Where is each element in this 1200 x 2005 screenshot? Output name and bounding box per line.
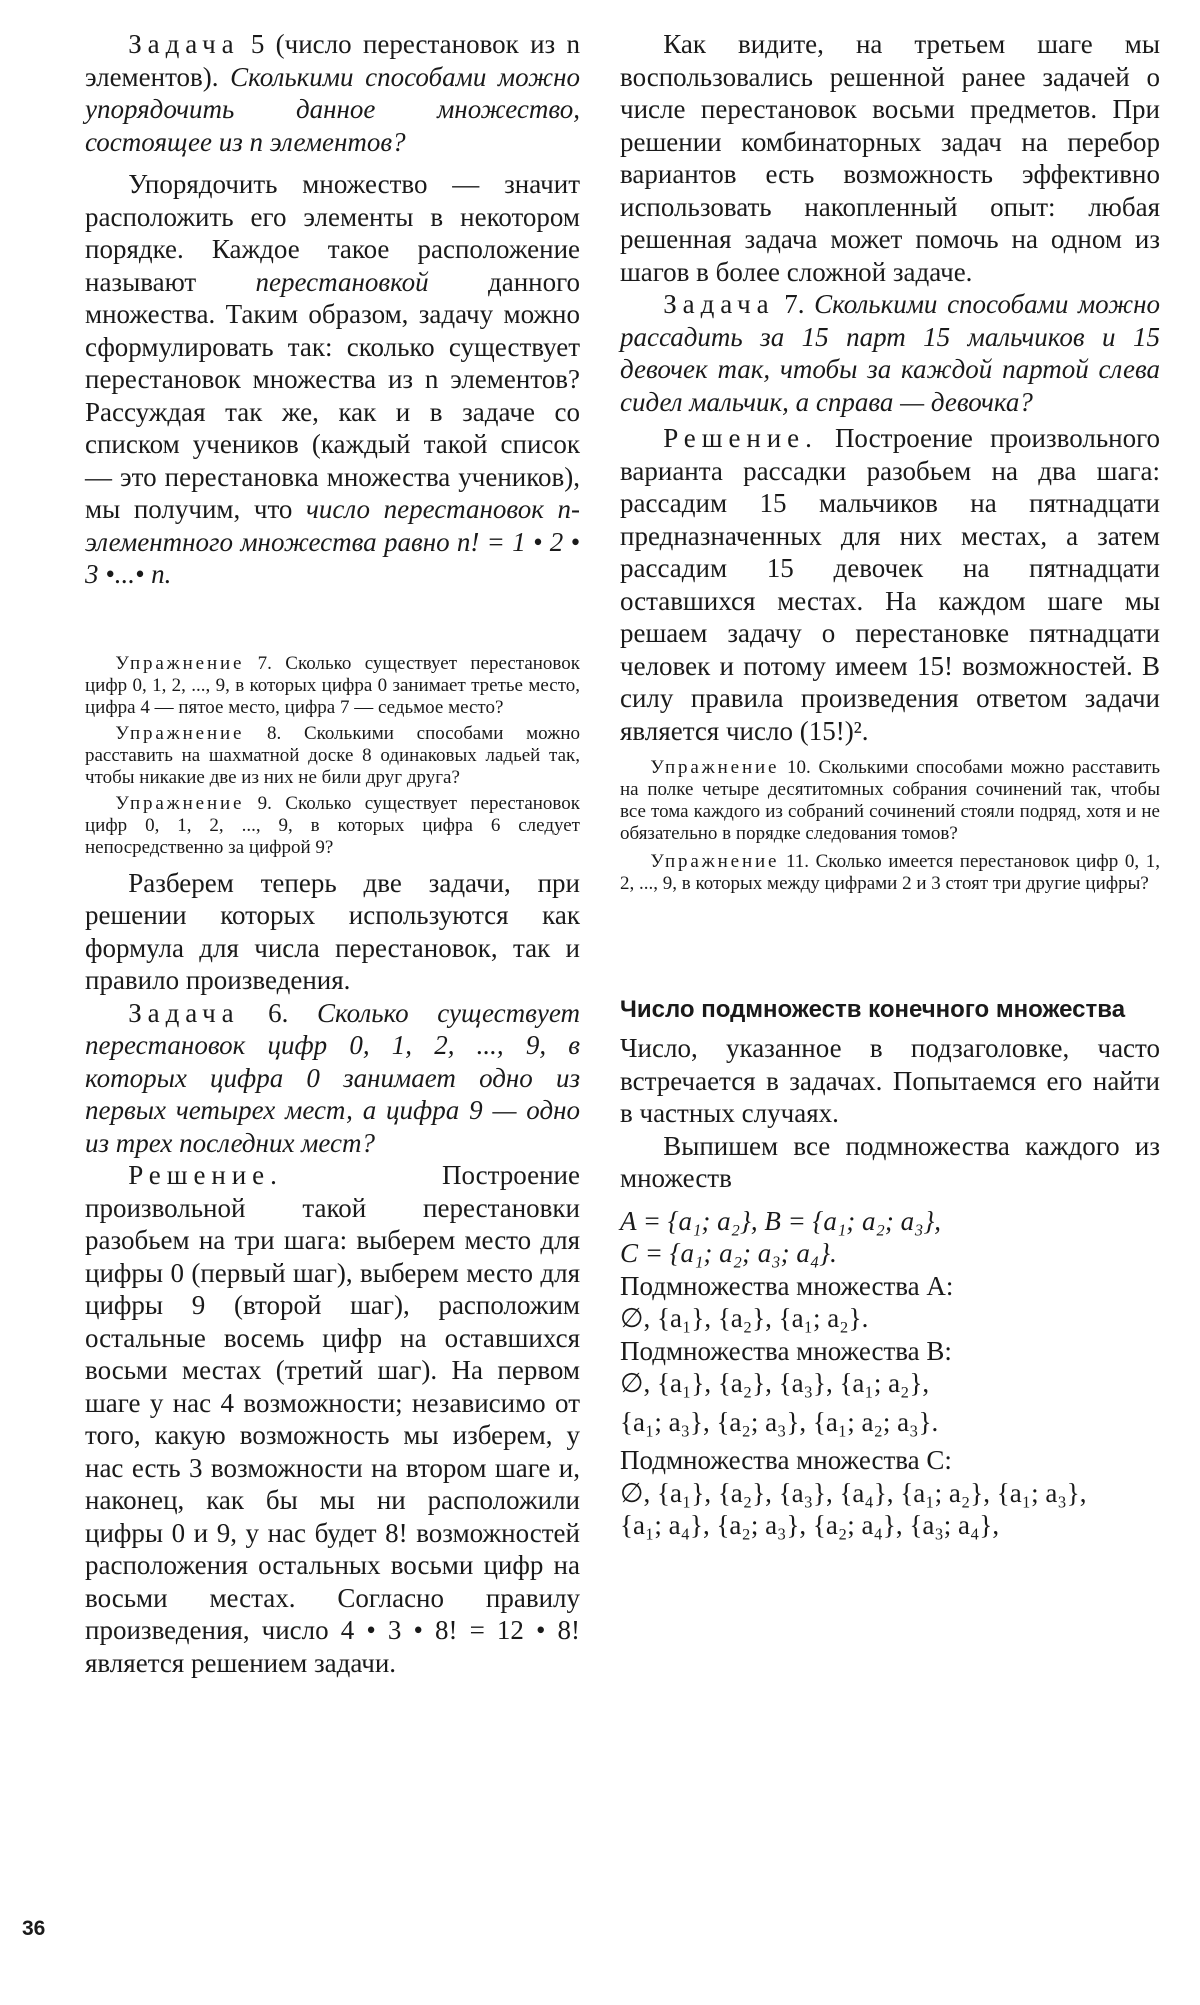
solution-7-text: Построение произвольного варианта рассадки разобьем на два шага: рассадим 15 мальчиков на пятнадцати предназначенных для них местах, а затем рассадим 15 девочек на пятнадцати оставшихся местах. На каждом шаге мы решаем задачу о перестановке пятнадцати человек и потому имеем 15! возможностей. В силу правила произведения ответом задачи является число (15!)². xyxy=(620,423,1160,746)
exercise-7-text: 7. Сколько существует перестановок цифр 0, 1, 2, ..., 9, в которых цифра 0 занимает третье место, цифра 4 — пятое место, цифра 7 — седьмое место? xyxy=(85,652,581,718)
solution-6-text: Построение произвольной такой перестановки разобьем на три шага: выберем место для цифры 0 (первый шаг), выберем место для цифры 9 (второй шаг), расположим остальные восемь цифр на оставшихся восьми местах (третий шаг). На первом шаге у нас 4 возможности; независимо от того, какую возможность мы изберем, у нас есть 3 возможности на втором шаге и, наконец, как бы мы ни расположили цифры 0 и 9, у нас будет 8! возможностей расположения остальных восьми цифр на восьми местах. Согласно правилу произведения, число 4 • 3 • 8! = 12 • 8! является решением задачи. xyxy=(85,1160,580,1678)
exercise-11-label: Упражнение xyxy=(650,851,780,872)
right-column xyxy=(620,28,1160,1542)
subsets-intro: Число, указанное в подзаголовке, часто встречается в задачах. Попытаемся его найти в частных случаях. xyxy=(620,1033,1160,1128)
experience-paragraph: Как видите, на третьем шаге мы воспользовались решенной ранее задачей о числе перестановок восьми предметов. При решении комбинаторных задач на перебор вариантов есть возможность эффективно использовать накопленный опыт: любая решенная задача может помочь на одном из шагов в более сложной задаче. xyxy=(620,29,1160,287)
task-6-question: Сколько существует перестановок цифр 0, 1, 2, ..., 9, в которых цифра 0 занимает одно из первых четырех мест, а цифра 9 — одно из трех последних мест? xyxy=(85,997,580,1158)
task-6 xyxy=(85,997,580,1160)
exercise-9-label: Упражнение xyxy=(115,792,245,814)
task-7-question: Сколькими способами можно рассадить за 15 парт 15 мальчиков и 15 девочек так, чтобы за каждой партой слева сидел мальчик, а справа — девочка? xyxy=(620,289,1161,417)
task-5-label: Задача xyxy=(128,29,240,59)
permutation-term: перестановкой xyxy=(255,266,429,297)
subsets-c-title: Подмножества множества C: xyxy=(620,1445,952,1475)
task-6-number: 6. xyxy=(268,997,289,1028)
solution-7-label: Решение. xyxy=(663,423,818,453)
left-column xyxy=(85,28,580,1679)
task-7 xyxy=(620,288,1160,418)
exercise-8-text: 8. Сколькими способами можно расставить на шахматной доске 8 одинаковых ладьей так, чтобы никакие две из них не били друг друга? xyxy=(85,722,581,788)
permutations-text-rest: данного множества. Таким образом, задачу можно сформулировать так: сколько существует перестановок множества из n элементов? Рассуждая так же, как и в задаче со списком учеников (каждый такой список — это перестановка множества учеников), мы получим, что xyxy=(85,266,580,524)
subsets-b-list-2: {a₁; a₃}, {a₂; a₃}, {a₁; a₂; a₃}. xyxy=(620,1406,939,1437)
task-5 xyxy=(85,28,580,158)
exercise-8 xyxy=(85,723,580,789)
exercise-10-label: Упражнение xyxy=(650,757,780,778)
exercise-10-text: 10. Сколькими способами можно расставить на полке четыре десятитомных собрания сочинений так, чтобы все тома каждого из собраний сочинений стояли подряд, хотя и не обязательно в порядке следования томов? xyxy=(620,757,1160,844)
solution-6 xyxy=(85,1159,580,1679)
subsets-a-list: ∅, {a₁}, {a₂}, {a₁; a₂}. xyxy=(620,1303,869,1333)
permutations-text: Упорядочить множество — значит расположить его элементы в некотором порядке. Каждое такое расположение называют xyxy=(85,169,580,297)
task-7-number: 7. xyxy=(784,289,805,319)
subsets-a-title: Подмножества множества A: xyxy=(620,1270,954,1301)
task-5-title: 5 (число перестановок из n элементов). xyxy=(85,29,580,92)
permutations-paragraph xyxy=(85,168,580,591)
page-number: 36 xyxy=(22,1917,46,1940)
solution-6-label: Решение. xyxy=(128,1160,283,1190)
sets-definition-line-1: A = {a₁; a₂}, B = {a₁; a₂; a₃}, xyxy=(620,1205,942,1236)
section-heading: Число подмножеств конечного множества xyxy=(620,996,1126,1023)
exercise-9 xyxy=(85,793,580,859)
exercise-9-text: 9. Сколько существует перестановок цифр 0, 1, 2, ..., 9, в которых цифра 6 следует непосредственно за цифрой 9? xyxy=(85,792,581,858)
exercise-8-label: Упражнение xyxy=(115,722,245,744)
subsets-c-list-2: {a₁; a₄}, {a₂; a₃}, {a₂; a₄}, {a₃; a₄}, xyxy=(620,1510,1000,1540)
exercise-7-label: Упражнение xyxy=(115,652,245,674)
task-7-label: Задача xyxy=(663,289,775,319)
exercise-11-text: 11. Сколько имеется перестановок цифр 0, 1, 2, ..., 9, в которых между цифрами 2 и 3 стоят три другие цифры? xyxy=(620,851,1161,894)
solution-7 xyxy=(620,422,1160,747)
exercise-11 xyxy=(620,851,1160,895)
transition-paragraph: Разберем теперь две задачи, при решении которых используются как формула для числа перестановок, так и правило произведения. xyxy=(85,867,580,995)
task-5-question: Сколькими способами можно упорядочить данное множество, состоящее из n элементов? xyxy=(85,61,580,157)
subsets-b-title: Подмножества множества B: xyxy=(620,1335,952,1366)
subsets-c-list-1: ∅, {a₁}, {a₂}, {a₃}, {a₄}, {a₁; a₂}, {a₁; a₃}, xyxy=(620,1477,1087,1508)
exercise-7 xyxy=(85,653,580,719)
subsets-b-list-1: ∅, {a₁}, {a₂}, {a₃}, {a₁; a₂}, xyxy=(620,1368,930,1398)
subsets-task: Выпишем все подмножества каждого из множеств xyxy=(620,1130,1160,1193)
task-6-label: Задача xyxy=(128,997,240,1028)
sets-definition-line-2: C = {a₁; a₂; a₃; a₄}. xyxy=(620,1238,837,1268)
permutations-formula: число перестановок n-элементного множества равно n! = 1 • 2 • 3 •...• n. xyxy=(85,494,580,589)
exercise-10 xyxy=(620,757,1160,845)
